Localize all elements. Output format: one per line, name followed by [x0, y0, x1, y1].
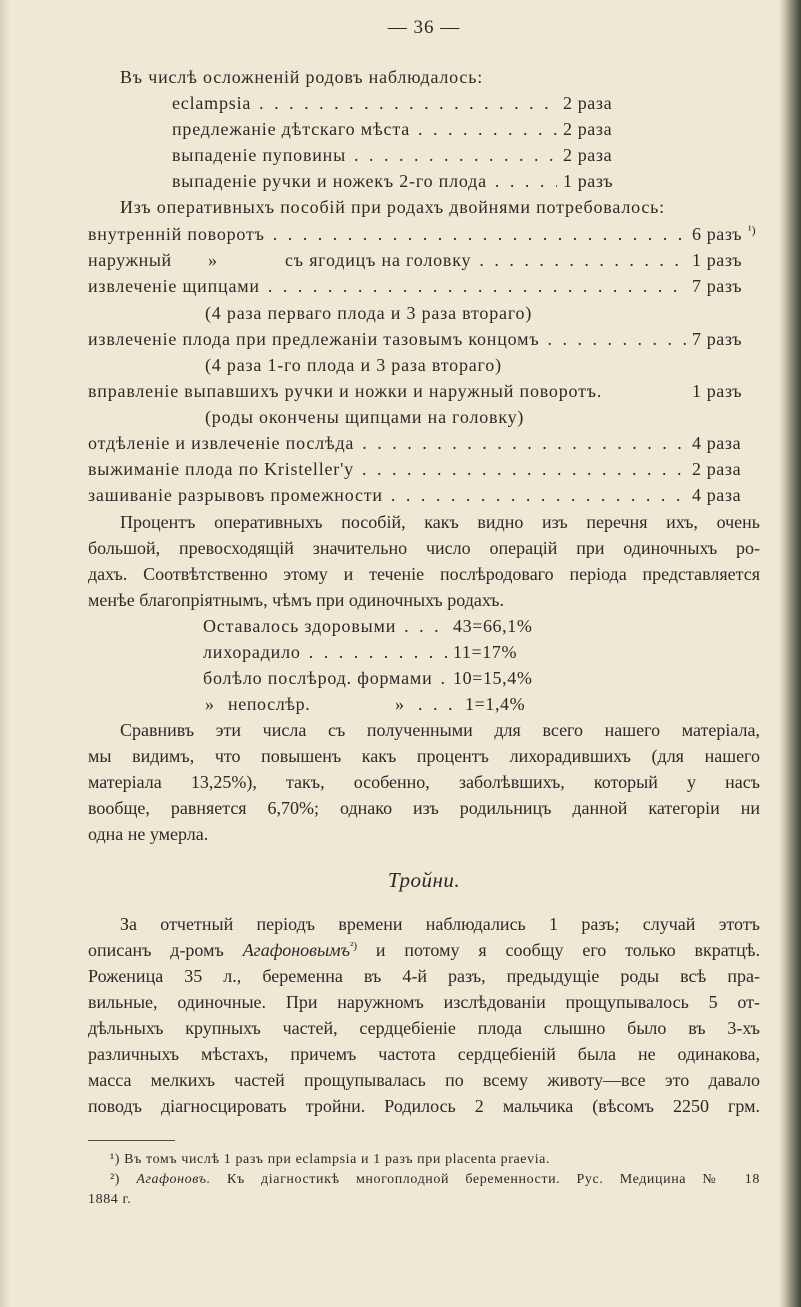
paragraph-line: матеріала 13,25%), такъ, особенно, заболѣвшихъ, который у насъ [88, 772, 760, 792]
dot-leader [301, 640, 447, 664]
paragraph-line: Процентъ оперативныхъ пособій, какъ видно изъ перечня ихъ, очень [120, 512, 760, 532]
operation-row-kristeller [88, 457, 686, 481]
operation-label: зашиваніе разрывовъ промежности [88, 485, 383, 505]
paragraph-line: менѣе благопріятнымъ, чѣмъ при одиночныхъ родахъ. [88, 590, 504, 610]
paragraph-line: дѣльныхъ крупныхъ частей, сердцебіеніе плода слышно было въ 3-хъ [88, 1018, 760, 1038]
dot-leader [383, 483, 686, 507]
complication-label: выпаденіе ручки и ножекъ 2-го плода [172, 171, 487, 191]
operations-intro: Изъ оперативныхъ пособій при родахъ двойнями потребовалось: [120, 197, 665, 217]
dot-leader [251, 91, 557, 115]
operation-count: 7 разъ [692, 329, 743, 349]
footnote-mark: ²) [110, 1172, 121, 1187]
outcome-label: Оставалось здоровыми [203, 616, 397, 636]
operation-count: 2 раза [692, 459, 742, 479]
operation-row-breech-extraction [88, 327, 686, 351]
dot-leader [260, 274, 686, 298]
operation-note: (4 раза перваго плода и 3 раза втораго) [205, 303, 533, 323]
outcome-label: лихорадило [203, 642, 301, 662]
paragraph-line: одна не умерла. [88, 824, 209, 844]
paragraph-line: поводъ діагносцировать тройни. Родилось 2 мальчика (вѣсомъ 2250 грм. [88, 1096, 760, 1116]
footnote-reference-2: ²) [350, 940, 357, 952]
outcome-value: 1=1,4% [465, 694, 526, 714]
complication-count: 2 раза [563, 145, 613, 165]
operation-count: 1 разъ [692, 250, 743, 270]
outcome-value: 11=17% [453, 642, 518, 662]
operation-row-perineal-suture [88, 483, 686, 507]
dot-leader [433, 666, 448, 690]
paragraph-line: вильные, одиночные. При наружномъ изслѣдованіи прощупывалось 5 от- [88, 992, 760, 1012]
operation-note: (роды окончены щипцами на головку) [205, 407, 525, 427]
operation-note: (4 раза 1-го плода и 3 раза втораго) [205, 355, 502, 375]
operation-label: отдѣленіе и извлеченіе послѣда [88, 433, 355, 453]
complication-row-limb-prolapse [172, 169, 557, 193]
operation-label: внутренній поворотъ [88, 224, 265, 244]
dot-leader [354, 431, 686, 455]
footnote-text: Въ томъ числѣ 1 разъ при eclampsia и 1 разъ при placenta praevia. [124, 1152, 551, 1167]
operation-count: 1 разъ [692, 381, 743, 401]
dot-leader [346, 143, 557, 167]
operation-count: 4 раза [692, 433, 742, 453]
dot-leader [354, 457, 686, 481]
footnote-1 [110, 1150, 550, 1170]
cited-author: Агафоновымъ [242, 940, 351, 960]
section-heading: Тройни. [387, 868, 461, 892]
operation-row-external-version [285, 248, 686, 272]
operation-count: 6 разъ [692, 224, 743, 244]
citation-text-before: описанъ д-ромъ [88, 940, 224, 960]
paragraph-line: Сравнивъ эти числа съ полученными для всего нашего матеріала, [120, 720, 760, 740]
page-number: — 36 — [387, 17, 461, 38]
complication-row-placenta-previa [172, 117, 557, 141]
complication-count: 1 разъ [563, 171, 614, 191]
dot-leader [471, 248, 686, 272]
dot-leader [410, 692, 459, 716]
paragraph-line: различныхъ мѣстахъ, причемъ частота сердцебіеній была не одинакова, [88, 1044, 760, 1064]
operation-label: вправленіе выпавшихъ ручки и ножки и наружный поворотъ. [88, 381, 603, 401]
paragraph-line: дахъ. Соотвѣтственно этому и теченіе послѣродоваго періода представляется [88, 564, 760, 584]
complications-intro: Въ числѣ осложненій родовъ наблюдалось: [120, 67, 484, 87]
footnote-author: Агафоновъ. [136, 1172, 211, 1187]
footnote-text: Къ діагностикѣ многоплодной беременности. Рус. Медицина № 18 [227, 1172, 760, 1187]
paragraph-line: масса мелкихъ частей прощупывалась по всему животу—все это давало [88, 1070, 760, 1090]
paragraph-line: вообще, равняется 6,70%; однако изъ родильницъ данной категоріи ни [88, 798, 760, 818]
footnote-mark: ¹) [110, 1152, 121, 1167]
operation-label: наружный [88, 250, 172, 270]
page-right-edge-binding [779, 0, 801, 1307]
footnote-2-continuation: 1884 г. [88, 1192, 132, 1207]
operation-row-reposition [88, 379, 686, 403]
outcome-label: болѣло послѣрод. формами [203, 668, 433, 688]
dot-leader [396, 614, 447, 638]
outcome-row-puerperal-illness [203, 666, 447, 690]
dot-leader [265, 222, 686, 246]
operation-label: извлеченіе щипцами [88, 276, 260, 296]
outcome-row-healthy [203, 614, 447, 638]
paragraph-line: мы видимъ, что повышенъ какъ процентъ лихорадившихъ (для нашего [88, 746, 760, 766]
citation-text-after: и потому я сообщу его только вкратцѣ. [375, 940, 760, 960]
operation-count: 4 раза [692, 485, 742, 505]
operation-row-internal-version [88, 222, 686, 246]
dot-leader [487, 169, 557, 193]
dot-leader [539, 327, 686, 351]
footnote-reference-1: ¹) [748, 223, 756, 237]
operation-row-forceps [88, 274, 686, 298]
complication-label: предлежаніе дѣтскаго мѣста [172, 119, 410, 139]
complication-count: 2 раза [563, 119, 613, 139]
paragraph-line: большой, превосходящій значительно число операцій при одиночныхъ ро- [88, 538, 760, 558]
ditto-mark: » [205, 694, 215, 714]
complication-row-cord-prolapse [172, 143, 557, 167]
operation-count: 7 разъ [692, 276, 743, 296]
dot-leader [410, 117, 557, 141]
paragraph-line: Роженица 35 л., беременна въ 4-й разъ, предыдущіе роды всѣ пра- [88, 966, 760, 986]
outcome-value: 10=15,4% [453, 668, 533, 688]
operation-row-placenta-removal [88, 431, 686, 455]
ditto-mark: » [208, 250, 218, 270]
operation-detail: съ ягодицъ на головку [285, 250, 472, 270]
complication-label: eclampsia [172, 93, 252, 113]
complication-label: выпаденіе пуповины [172, 145, 347, 165]
operation-label: извлеченіе плода при предлежаніи тазовымъ концомъ [88, 329, 540, 349]
complication-row-eclampsia [172, 91, 557, 115]
outcome-label: непослѣр. [228, 694, 311, 714]
operation-label: выжиманіе плода по Kristeller'у [88, 459, 354, 479]
outcome-value: 43=66,1% [453, 616, 533, 636]
footnote-separator [88, 1140, 175, 1141]
paragraph-line: За отчетный періодъ времени наблюдались 1 разъ; случай этотъ [120, 914, 760, 934]
ditto-mark: » [395, 694, 405, 714]
outcome-row-febrile [203, 640, 447, 664]
outcome-row-non-puerperal [410, 692, 459, 716]
footnote-2 [110, 1170, 760, 1190]
complication-count: 2 раза [563, 93, 613, 113]
paragraph-line-with-citation [88, 938, 760, 962]
page-left-edge-shadow [0, 0, 10, 1307]
